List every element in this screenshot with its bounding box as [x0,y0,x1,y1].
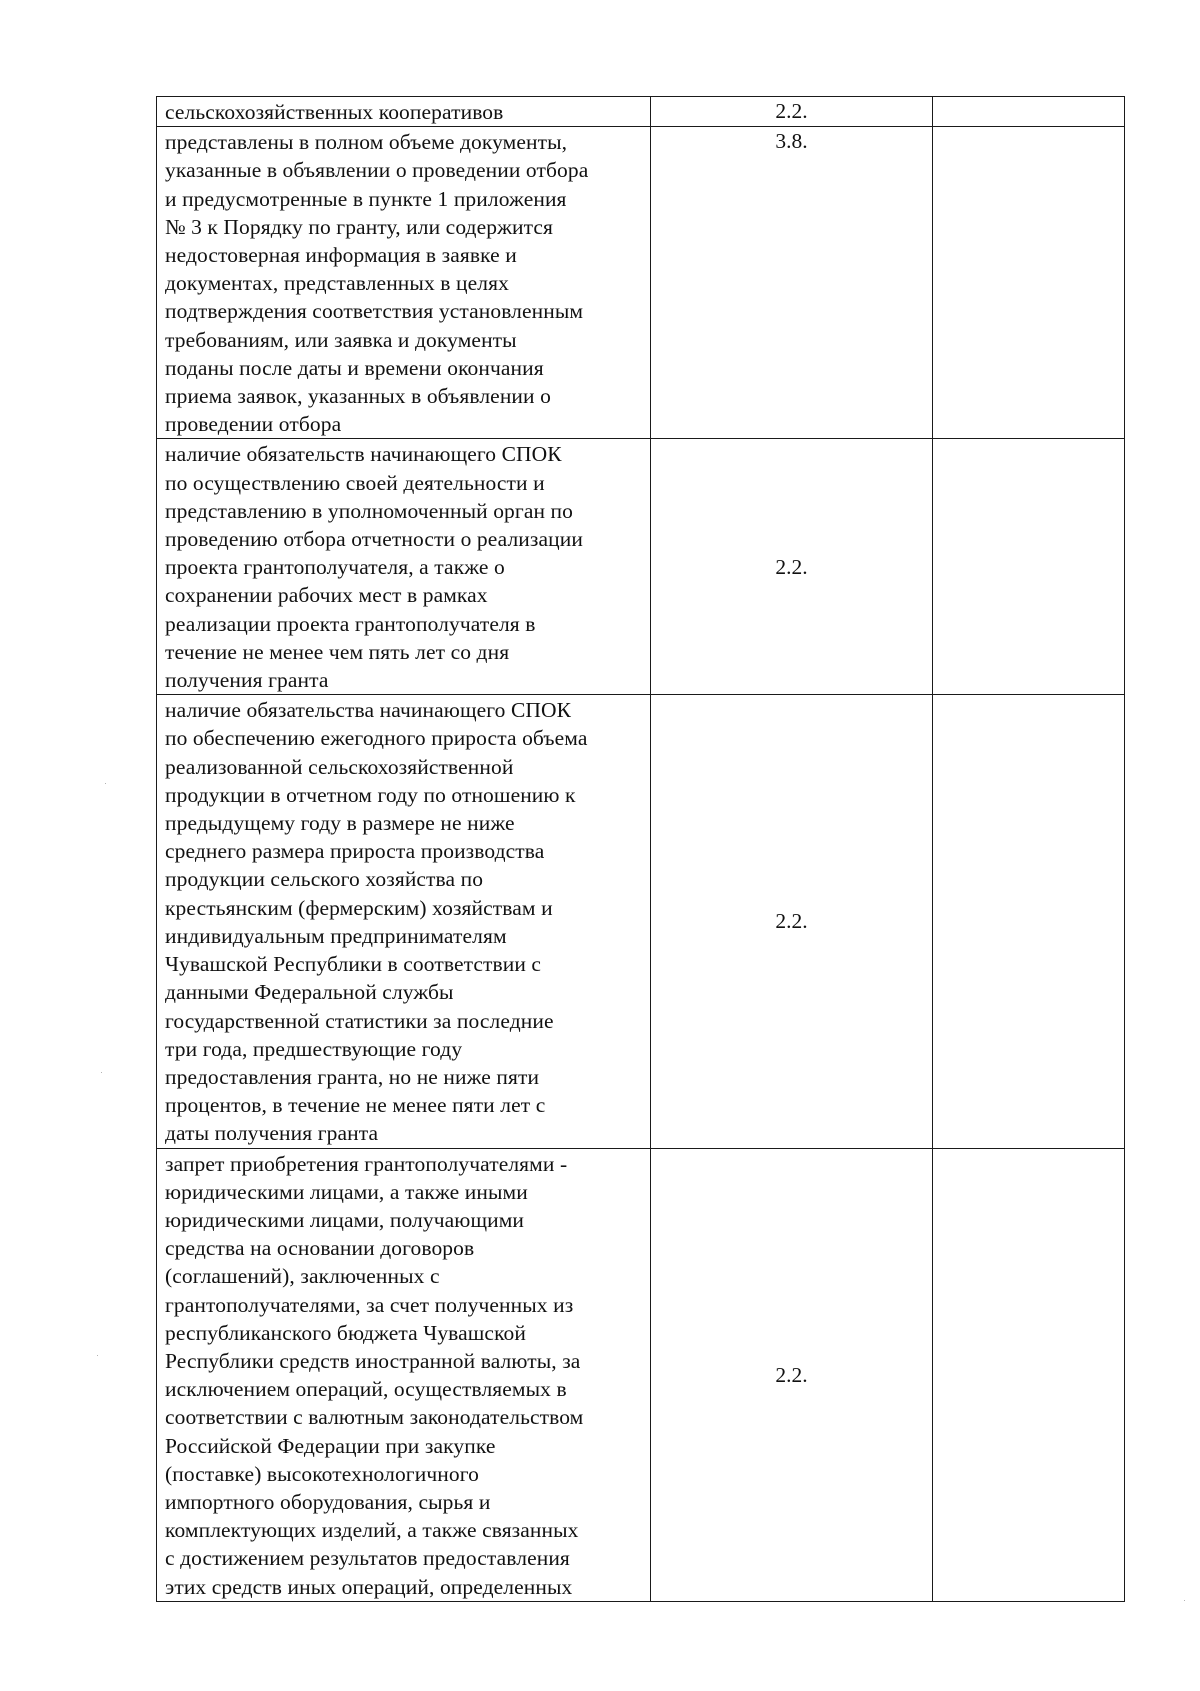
table-row [157,127,1125,439]
criterion-text: наличие обязательства начинающего СПОК по обеспечению ежегодного прироста объема реализованной сельскохозяйственной продукции в отчетном году по отношению к предыдущему году в размере не ниже среднего размера прироста производства продукции сельского хозяйства по крестьянским (фермерским) хозяйствам и индивидуальным предпринимателям Чувашской Республики в соответствии с данными Федеральной службы государственной статистики за последние три года, предшествующие году предоставления гранта, но не ниже пяти процентов, в течение не менее пяти лет с даты получения гранта [165,698,588,1146]
criterion-text: сельскохозяйственных кооперативов [165,100,504,124]
note-cell [933,1148,1125,1601]
criterion-cell [157,439,651,695]
clause-cell [651,1148,933,1601]
clause-cell [651,97,933,127]
criterion-cell [157,695,651,1148]
clause-number: 3.8. [775,129,808,154]
criterion-cell [157,97,651,127]
criteria-table [156,96,1125,1602]
clause-number: 2.2. [775,554,808,579]
criterion-cell [157,127,651,439]
criterion-text: запрет приобретения грантополучателями - юридическими лицами, а также иными юридическими лицами, получающими средства на основании договоров (соглашений), заключенных с грантополучателями, за счет полученных из республиканского бюджета Чувашской Республики средств иностранной валюты, за исключением операций, осуществляемых в соответствии с валютным законодательством Российской Федерации при закупке (поставке) высокотехнологичного импортного оборудования, сырья и комплектующих изделий, а также связанных с достижением результатов предоставления этих средств иных операций, определенных [165,1151,584,1599]
clause-number: 2.2. [775,909,808,934]
note-cell [933,97,1125,127]
criterion-text: представлены в полном объеме документы, указанные в объявлении о проведении отбора и предусмотренные в пункте 1 приложения № 3 к Порядку по гранту, или содержится недостоверная информация в заявке и документах, представленных в целях подтверждения соответствия установленным требованиям, или заявка и документы поданы после даты и времени окончания приема заявок, указанных в объявлении о проведении отбора [165,130,589,437]
note-cell [933,695,1125,1148]
clause-number: 2.2. [775,1362,808,1387]
clause-number: 2.2. [775,99,808,123]
criterion-cell [157,1148,651,1601]
scan-speck [1184,1600,1185,1601]
scan-speck [97,1355,98,1356]
table-row [157,1148,1125,1601]
clause-cell [651,695,933,1148]
scan-speck [101,1072,102,1073]
clause-cell [651,439,933,695]
table-row [157,97,1125,127]
criterion-text: наличие обязательств начинающего СПОК по осуществлению своей деятельности и представлению в уполномоченный орган по проведению отбора отчетности о реализации проекта грантополучателя, а также о сохранении рабочих мест в рамках реализации проекта грантополучателя в течение не менее чем пять лет со дня получения гранта [165,442,583,693]
table-row [157,439,1125,695]
note-cell [933,127,1125,439]
clause-cell [651,127,933,439]
note-cell [933,439,1125,695]
scan-speck [105,783,106,784]
table-row [157,695,1125,1148]
